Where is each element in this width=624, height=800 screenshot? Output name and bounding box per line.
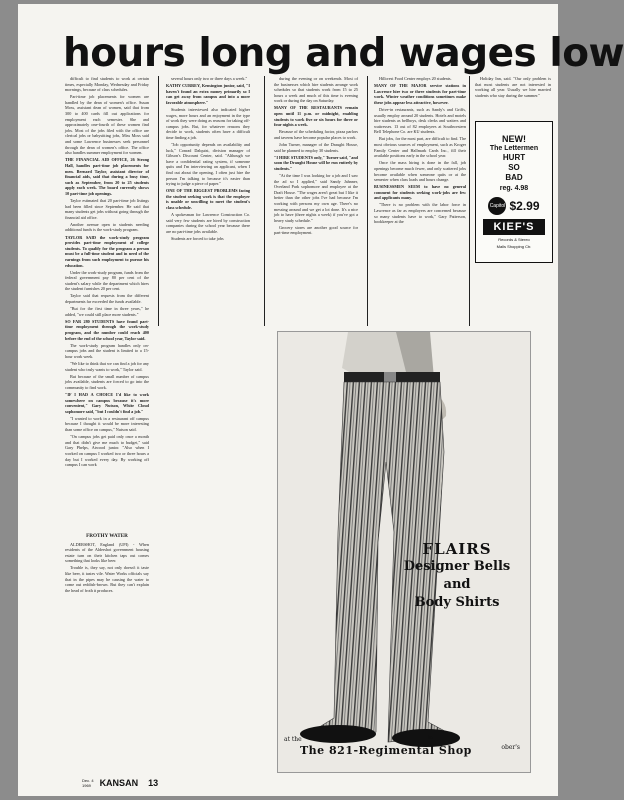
article-column-5 (475, 76, 551, 118)
article-paragraph: several hours only two or three days a week." (171, 76, 248, 81)
article-paragraph: during the evening or on weekends. Most of the businesses which hire students arrange work schedules so that students work from 15 to 25 hours a week and much of this time is evening work or during the day on Saturday. (274, 76, 358, 104)
ad-title-flairs: FLAIRS (422, 540, 492, 558)
article-paragraph: A spokesman for Lawrence Construction Co. said very few students are hired by construction companies during the school year because there are no part-time jobs available. (166, 212, 250, 234)
ad-shop-signature (278, 735, 530, 764)
ad-owner: ober's (501, 744, 520, 751)
ad-shop-name: The 821-Regimental Shop (300, 744, 472, 757)
article-paragraph: Students are forced to take jobs (171, 236, 224, 242)
article-column-4 (374, 76, 466, 326)
capitol-logo-icon: Capitol (488, 197, 506, 215)
regimental-shop-ad (277, 331, 531, 773)
article-paragraph: "I HIRE STUDENTS only," Turner said, "and soon the Draught House will be run entirely by students." (274, 154, 358, 171)
folio-page-number: 13 (148, 778, 159, 788)
ad-title-line: Designer Bells (403, 559, 511, 574)
ad-new-label: NEW! (502, 134, 526, 144)
article-paragraph: MANY OF THE RESTAURANTS remain open until 11 p.m. or midnight, enabling students to work five or six hours for three or four nights a week. (274, 105, 358, 128)
article-paragraph: difficult to find students to work at certain times, especially Monday, Wednesday and Friday mornings, because of class schedules. (65, 76, 149, 93)
ad-store-location: Malls Shopping Ctr. (496, 244, 532, 249)
article-paragraph: The work-study program handles only on-campus jobs and the student is limited to a 15-hour work week. (65, 342, 149, 359)
ad-store-tagline: Records & Stereo (498, 237, 530, 242)
article-paragraph: ONE OF THE BIGGEST PROBLEMS facing the student seeking work is that the employer is unable or unwilling to meet the student's class schedule. (166, 188, 250, 211)
lettermen-record-ad (475, 121, 553, 263)
article-paragraph: "I wanted to work in a restaurant off campus because I thought it would be more interesting than some office on campus," Nutson said. (65, 415, 149, 433)
newspaper-page (18, 4, 624, 796)
article-paragraph: KATHY CURREY, Kensington junior, said, "I haven't found an extra money primarily so I can get away from campus and into a more favorable atmosphere." (166, 83, 250, 105)
article-paragraph: Students interviewed also indicated higher wages, more hours and an enjoyment in the type of work they were doing as reasons for taking off-campus jobs. But, for whatever reasons they decide to work, students often have a difficult time finding a job. (166, 106, 250, 140)
ad-sale-price: $2.99 (509, 199, 540, 213)
article-paragraph: ALDERSHOT, England (UPI) - When residents of the Aldershot government housing estate turn on their kitchen taps out comes something that looks like beer. (65, 541, 149, 564)
ad-in: in (428, 735, 433, 741)
ad-at-the: at the (284, 736, 302, 743)
article-paragraph: Taylor estimated that 20 part-time job listings had been filled since September. He said that many students get jobs without going through the financial aid office. (65, 197, 149, 220)
ad-regular-price: reg. 4.98 (499, 185, 529, 192)
article-paragraph: THE FINANCIAL AID OFFICE, 26 Strong Hall, handles part-time job placements for men. Bernard Taylor, assistant director of financial aids, said that during a busy time, such as September, from 20 to 25 students apply each week. The board currently shows 10 part-time job openings. (65, 157, 149, 196)
article-paragraph: Because of the scheduling factor, pizza parlors and taverns have become popular places to work. (274, 129, 358, 140)
article-paragraph: SO FAR 280 STUDENTS have found part-time employment through the work-study program, and the number could reach 400 before the end of the school year, Taylor said. (65, 318, 149, 341)
article-paragraph: "At the time I was looking for a job and I saw the ad so I applied," said Sandy Jahnner, Overland Park sophomore and employee at the Draft House. "The wages aren't great but I like it better than the other jobs I've had because I'm working with persons my own age. There's no messing around and we get a lot done. It's a nice job to have (three nights a week) if you've got a heavy study schedule." (274, 173, 358, 223)
column-rule (469, 76, 470, 326)
article-paragraph: Grocery stores are another good source for part-time employment. (274, 224, 358, 236)
ad-headline-block (398, 540, 516, 612)
page-folio (82, 778, 158, 788)
article-paragraph: Holiday Inn, said. "Our only problem is that most students are not interested in working all year. Usually we hire married students who stay during the summer." (475, 76, 551, 98)
ad-artist: The Lettermen (489, 145, 539, 152)
article-paragraph: "IF I HAD A CHOICE I'd like to work somewhere on campus because it's more convenient," Gary Nutson, White Cloud sophomore said, "but I couldn't find a job." (65, 391, 149, 414)
article-paragraph: Part-time job placements for women are handled by the dean of women's office. Susan Moss, assistant dean of women, said that from 300 to 400 cards fill out applications for employment each semester. She and approximately one-fourth of these women find jobs. Most of the jobs filed with the office are clerical jobs or babysitting jobs, Miss Moss said and some Lawrence businesses seek personnel through the dean of women's office. The office also handles summer employment for women. (65, 94, 149, 156)
headline: hours long and wages low (63, 31, 624, 76)
article-paragraph: MANY OF THE MAJOR service stations in Lawrence hire two or three students for part-time work. Winter weather conditions sometimes make these jobs appear less attractive, however. (374, 83, 466, 105)
folio-date: Dec. 4 1969 (82, 778, 94, 788)
article-column-1 (65, 76, 149, 528)
article-paragraph: "But for the first time in three years," he added, "we could still place more students." (65, 306, 149, 317)
article-paragraph: "Job opportunity depends on availability and luck," Conrad Dalquist, division manager of Gibson's Discount Center, said. "Although we have a confidential rating system, if someone quits and I'm interviewing an applicant, when I find out about the opening, I often just hire the person I'm talking to because it's easier than trying to judge a piece of paper." (166, 142, 250, 187)
article-paragraph: Under the work-study program, funds from the federal government pay 80 per cent of the student's salary while the department which hires the student furnishes 20 per cent. (65, 269, 149, 292)
ad-title-line: and (443, 577, 471, 592)
ad-title-line: SO (508, 163, 520, 172)
article-paragraph: Drive-in restaurants, such as Sandy's and Griffs, usually employ around 20 students. Hotels and motels hire students as bellboys, desk clerks and waiters and waitresses. 13 out of 82 employees at Southwestern Bell Telephone Co. are KU students. (374, 106, 466, 135)
ad-title-line: HURT (502, 153, 526, 162)
article-paragraph: But because of the small number of campus jobs available, students are forced to go into the community to find work. (65, 373, 149, 390)
column-rule (367, 76, 368, 326)
article-paragraph: Once the mass hiring is done in the fall, job openings become much fewer, and only scattered jobs become available when someone quits or at the semester when class loads and hours change. (374, 160, 466, 183)
ad-store-name: KIEF'S (483, 219, 545, 235)
article-paragraph: "On campus jobs get paid only once a month and that didn't give me much to budget," said Gary Phelps, Atwood junior. "Also when I worked on campus I worked two or three hours a day but I worked every day. By working off campus I can work (65, 434, 149, 468)
article-paragraph: Hillcrest Food Center employs 20 students. (379, 76, 452, 81)
ad-title-line: BAD (505, 173, 523, 182)
sidebar-heading: FROTHY WATER (86, 533, 128, 539)
article-paragraph: TAYLOR SAID the work-study program provides part-time employment of college students. To qualify for the program a person must be a full-time student and in need of the earnings from such employment to pursue his education. (65, 234, 149, 268)
column-rule (158, 76, 159, 326)
article-paragraph: "There is no problem with the labor force in Lawrence as far as employers are concerned because so many students have to work," Gary Patterson, bookkeeper at the (374, 202, 466, 225)
article-paragraph: Another avenue open to students needing additional funds is the work-study program. (65, 221, 149, 233)
ad-title-line: Body Shirts (414, 595, 500, 610)
frothy-water-sidebar (65, 530, 149, 768)
article-paragraph: Taylor said that requests from the different departments far exceeded the funds available. (65, 293, 149, 305)
article-column-2 (166, 76, 250, 326)
article-paragraph: But jobs, for the most part, are difficult to find. The most obvious sources of employment, such as Kroger Family Center and Hallmark Cards Inc., fill their available positions early in the school year. (374, 136, 466, 159)
article-paragraph: "We like to think that we can find a job for any student who truly wants to work," Taylor said. (65, 361, 149, 372)
column-rule (264, 76, 265, 326)
article-paragraph: Trouble is, they say, not only doesn't it taste like beer, it tastes vile. Water Works officials say that in the pipes may be causing the water to come out reddish-brown. But they can't explain the head of froth it produces. (65, 565, 149, 593)
article-paragraph: John Turner, manager of the Draught House, said he planned to employ 30 students. (274, 142, 358, 153)
folio-paper-name: KANSAN (99, 778, 139, 788)
article-paragraph: BUSINESSMEN SEEM to have no general comment for students seeking work-jobs are few and applicants many. (374, 184, 466, 201)
article-column-3 (274, 76, 358, 326)
